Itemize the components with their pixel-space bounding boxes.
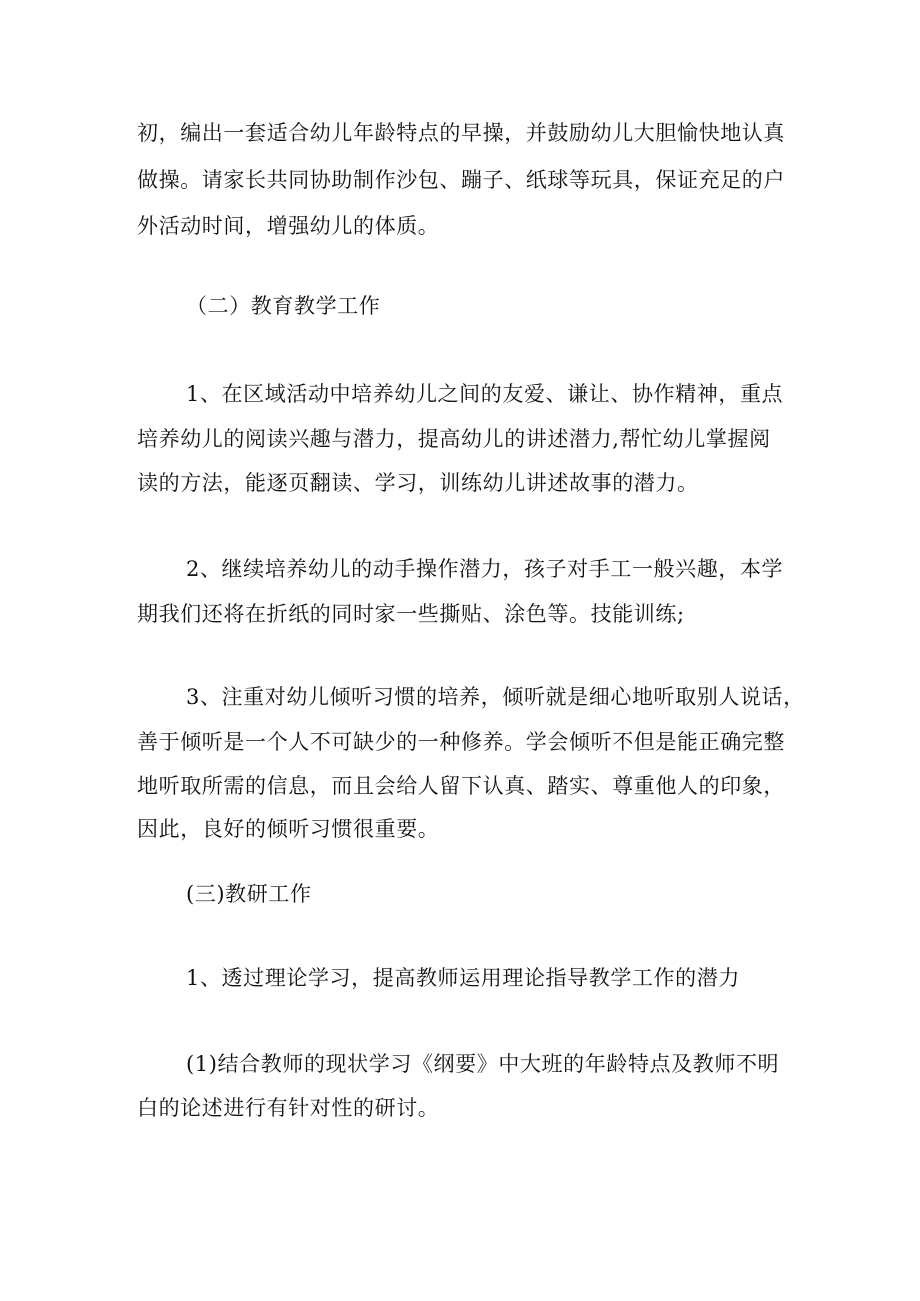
text-line: 地听取所需的信息，而且会给人留下认真、踏实、尊重他人的印象，: [137, 774, 785, 798]
text-line: 培养幼儿的阅读兴趣与潜力，提高幼儿的讲述潜力,帮忙幼儿掌握阅: [137, 427, 771, 451]
text-line: 白的论述进行有针对性的研讨。: [137, 1096, 440, 1120]
text-line: 因此，良好的倾听习惯很重要。: [137, 817, 440, 841]
section-heading-education: （二）教育教学工作: [186, 294, 381, 318]
text-line: 1、在区域活动中培养幼儿之间的友爱、谦让、协作精神，重点: [186, 382, 784, 406]
text-line: 做操。请家长共同协助制作沙包、蹦子、纸球等玩具，保证充足的户: [137, 168, 785, 192]
section-heading-research: (三)教研工作: [186, 882, 312, 906]
text-line: 善于倾听是一个人不可缺少的一种修养。学会倾听不但是能正确完整: [137, 730, 785, 754]
text-line: 3、注重对幼儿倾听习惯的培养，倾听就是细心地听取别人说话，: [186, 685, 805, 709]
text-line: (1)结合教师的现状学习《纲要》中大班的年龄特点及教师不明: [186, 1052, 780, 1076]
text-line: 初，编出一套适合幼儿年龄特点的早操，并鼓励幼儿大胆愉快地认真: [137, 121, 785, 145]
text-line: 2、继续培养幼儿的动手操作潜力，孩子对手工一般兴趣，本学: [186, 557, 784, 581]
text-line: 读的方法，能逐页翻读、学习，训练幼儿讲述故事的潜力。: [137, 471, 699, 495]
text-line: 外活动时间，增强幼儿的体质。: [137, 214, 440, 238]
text-line: 1、透过理论学习，提高教师运用理论指导教学工作的潜力: [186, 966, 740, 990]
text-line: 期我们还将在折纸的同时家一些撕贴、涂色等。技能训练;: [137, 602, 685, 626]
